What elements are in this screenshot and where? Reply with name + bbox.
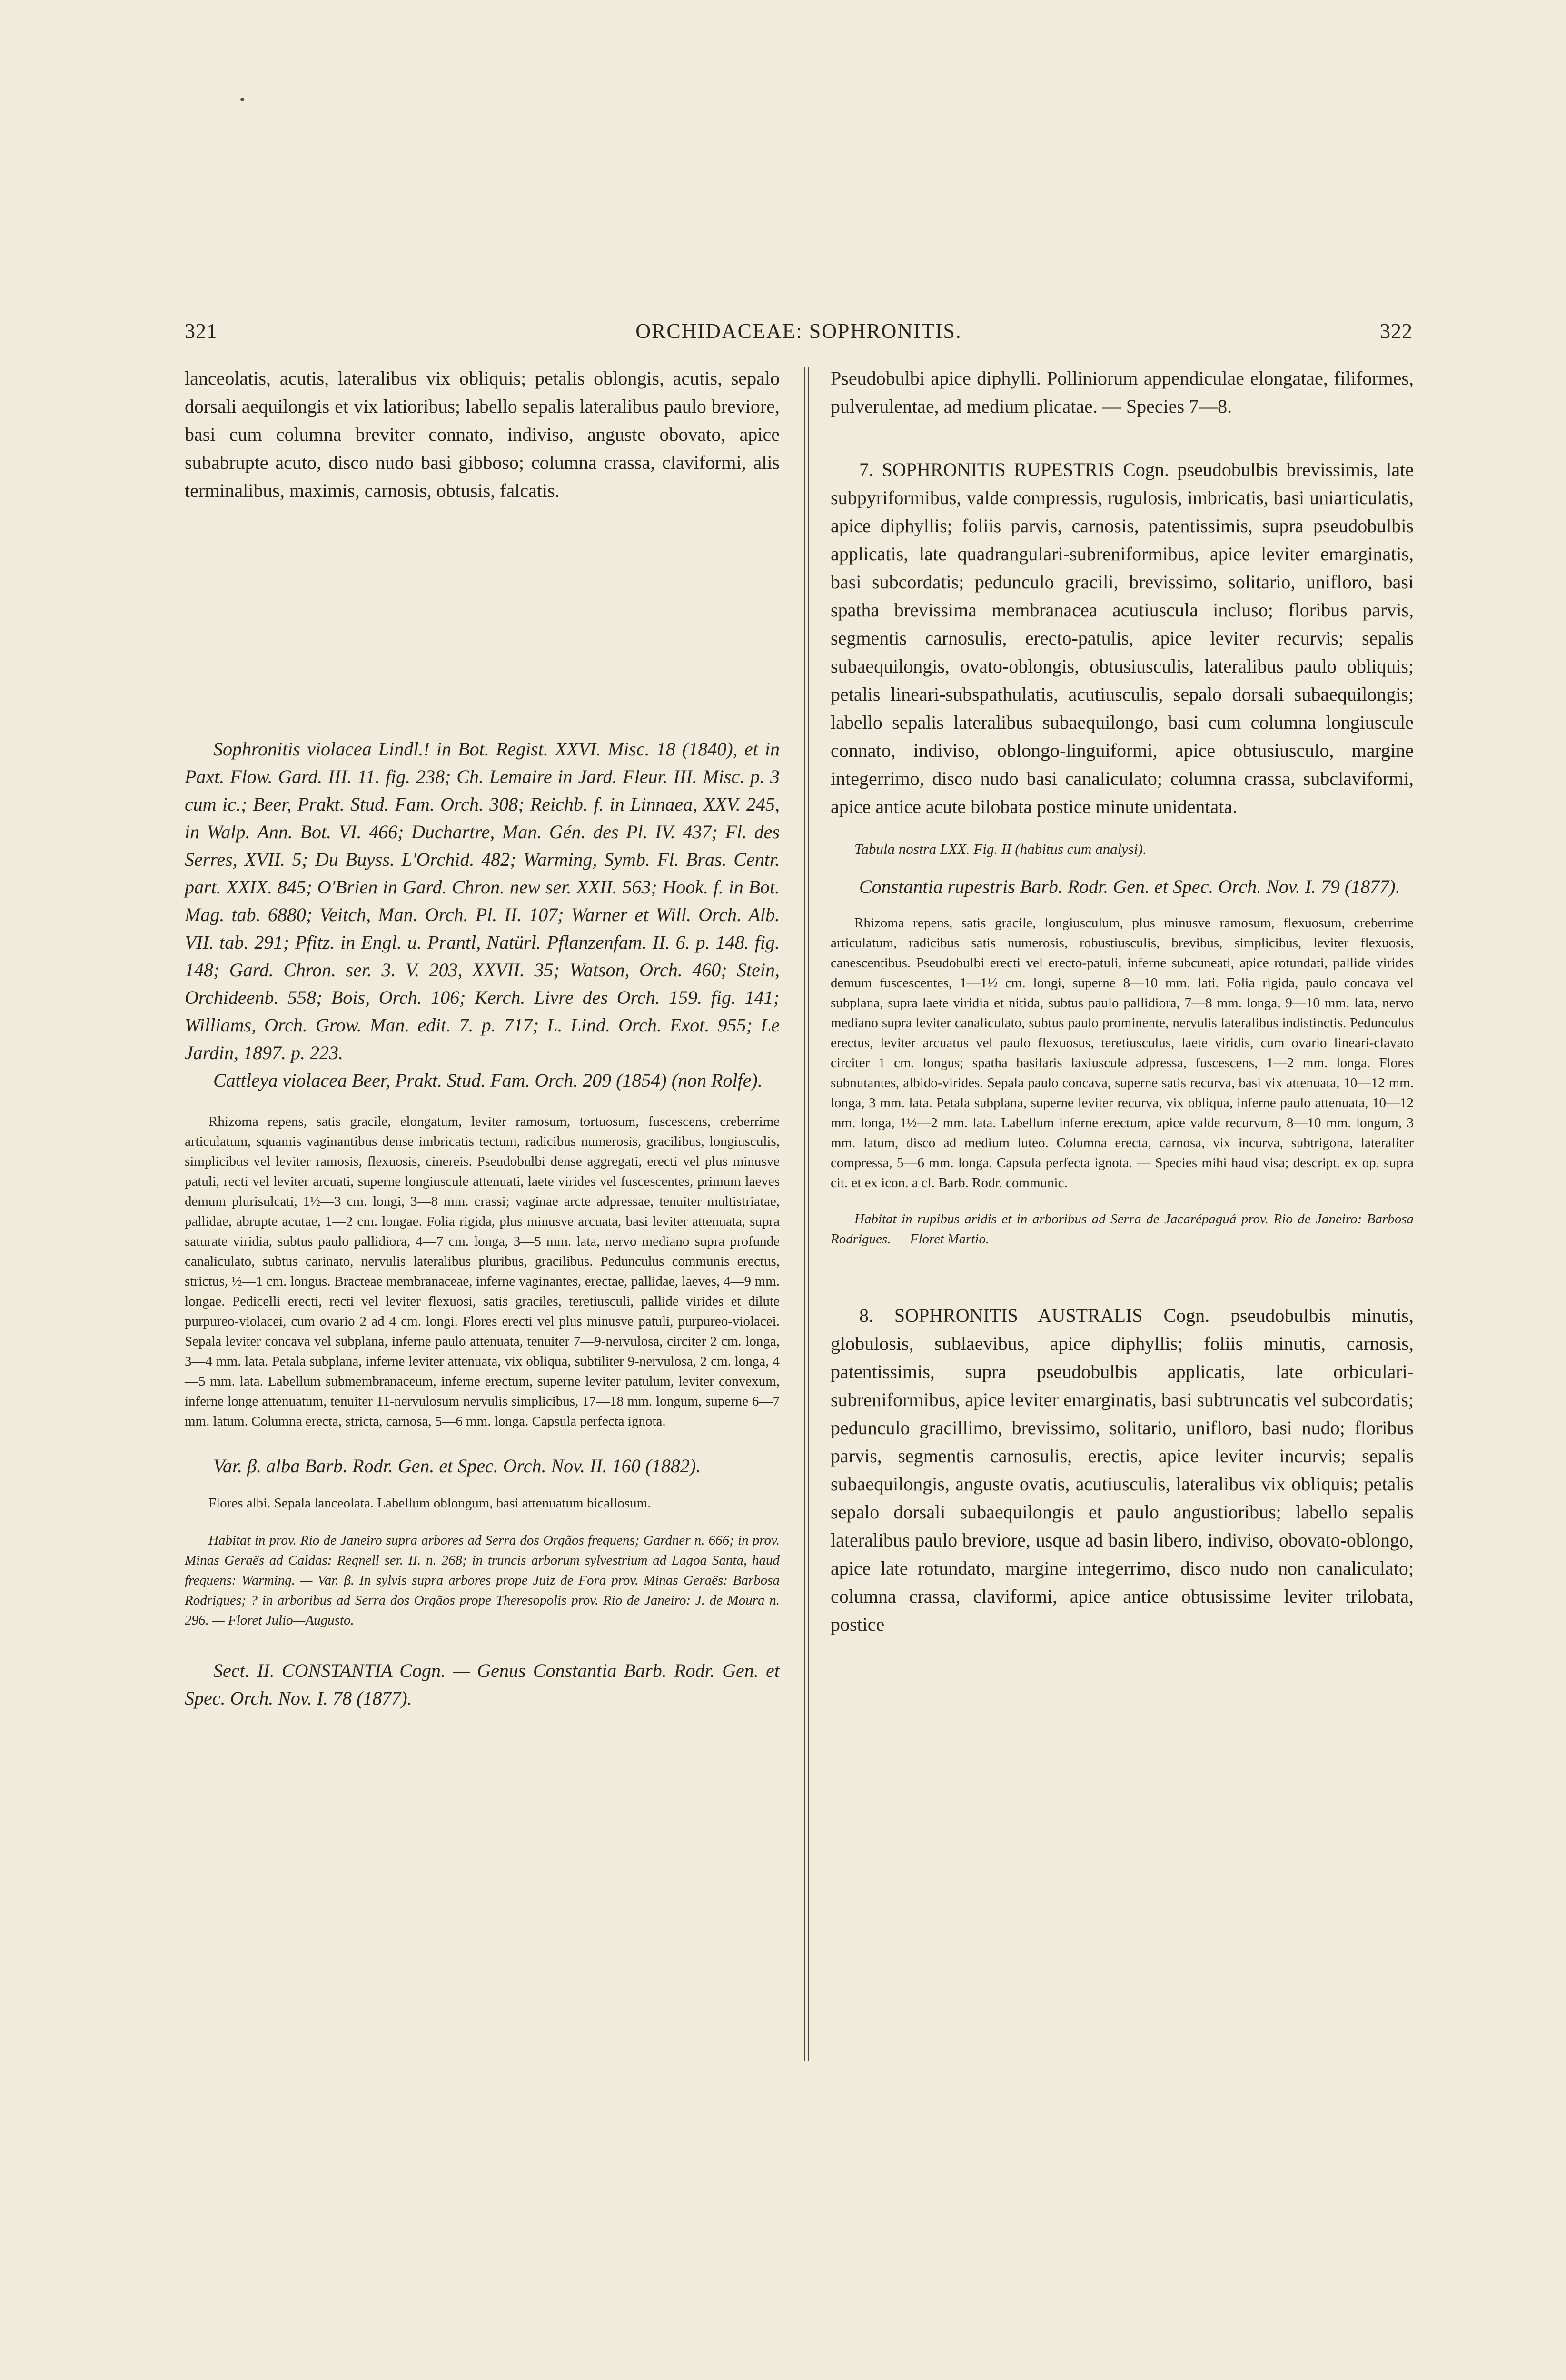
section-character-end: Pseudobulbi apice diphylli. Polliniorum appendiculae elongatae, filiformes, pulverulentae, ad medium plicatae. — Species 7—8. xyxy=(831,367,1414,417)
column-divider xyxy=(804,367,809,2061)
left-column xyxy=(185,364,780,1712)
species-8-australis: 8. SOPHRONITIS AUSTRALIS Cogn. pseudobulbis minutis, globulosis, sublaevibus, apice diphyllis; foliis minutis, carnosis, patentissimis, supra pseudobulbis applicatis, late orbiculari-subreniformibus, apice leviter emarginatis, basi subtruncatis vel subcordatis; pedunculo gracillimo, brevissimo, solitario, unifloro, basi nudo; floribus parvis, segmentis carnosulis, erectis, apice leviter incurvis; sepalis subaequilongis, anguste ovatis, acutiusculis, lateralibus vix obliquis; petalis sepalo dorsali subaequilongis et paulo angustioribus; labello sepalis lateralibus paulo breviore, usque ad basin libero, indiviso, obovato-oblongo, apice late rotundato, margine integerrimo, disco nudo non canaliculato; columna crassa, claviformi, apice antice obtusissime leviter trilobata, postice xyxy=(831,1305,1414,1635)
description-continued: lanceolatis, acutis, lateralibus vix obliquis; petalis oblongis, acutis, sepalo dorsali aequilongis et vix latioribus; labello sepalis lateralibus paulo breviore, basi cum columna breviter connato, indiviso, anguste obovato, apice subabrupte acuto, disco nudo basi gibboso; columna crassa, claviformi, alis terminalibus, maximis, carnosis, obtusis, falcatis. xyxy=(185,367,780,501)
habitat-rupestris: Habitat in rupibus aridis et in arboribus ad Serra de Jacarépaguá prov. Rio de Janeiro: Barbosa Rodrigues. — Floret Martio. xyxy=(831,1211,1414,1247)
detailed-description-rupestris: Rhizoma repens, satis gracile, longiusculum, plus minusve ramosum, flexuosum, creberrime articulatum, radicibus satis numerosis, robustiusculis, brevibus, simplicibus, leviter flexuosis, canescentibus. Pseudobulbi erecti vel erecto-patuli, inferne subcuneati, apice rotundati, pallide virides demum fuscescentes, 1—1½ cm. longi, superne 8—10 mm. lati. Folia rigida, paulo concava vel subplana, supra laete viridia et nitida, subtus paulo pallidiora, 7—8 mm. longa, 9—10 mm. lata, nervo mediano supra leviter canaliculato, subtus paulo prominente, nervulis lateralibus indistinctis. Pedunculus erectus, leviter arcuatus vel paulo flexuosus, teretiusculus, laete viridis, cum ovario lineari-clavato circiter 1 cm. longus; spatha basilaris laxiuscule adpressa, fuscescens, 1—2 mm. longa. Flores subnutantes, albido-virides. Sepala paulo concava, superne satis recurva, basi vix attenuata, 10—12 mm. longa, 3 mm. lata. Petala subplana, superne leviter recurva, vix obliqua, inferne paulo attenuata, 10—12 mm. longa, 1½—2 mm. lata. Labellum inferne erectum, apice valde recurvum, 8—10 mm. longum, 3 mm. latum, disco ad medium luteo. Columna erecta, carnosa, vix incurva, subtrigona, lateraliter compressa, 5—6 mm. longa. Capsula perfecta ignota. — Species mihi haud visa; descript. ex op. supra cit. et ex icon. a cl. Barb. Rodr. communic. xyxy=(831,915,1414,1190)
running-title: ORCHIDACEAE: SOPHRONITIS. xyxy=(635,319,962,343)
page-number-right: 322 xyxy=(1380,319,1413,343)
page-header xyxy=(185,319,1413,347)
synonymy-cattleya-violacea: Cattleya violacea Beer, Prakt. Stud. Fam. Orch. 209 (1854) (non Rolfe). xyxy=(213,1070,763,1091)
right-column xyxy=(831,364,1414,1638)
variety-alba-heading: Var. β. alba Barb. Rodr. Gen. et Spec. Orch. Nov. II. 160 (1882). xyxy=(213,1455,701,1477)
variety-alba-description: Flores albi. Sepala lanceolata. Labellum oblongum, basi attenuatum bicallosum. xyxy=(208,1496,651,1511)
synonymy-sophronitis-violacea: Sophronitis violacea Lindl.! in Bot. Regist. XXVI. Misc. 18 (1840), et in Paxt. Flow. Gard. III. 11. fig. 238; Ch. Lemaire in Jard. Fleur. III. Misc. p. 3 cum ic.; Beer, Prakt. Stud. Fam. Orch. 308; Reichb. f. in Linnaea, XXV. 245, in Walp. Ann. Bot. VI. 466; Duchartre, Man. Gén. des Pl. IV. 437; Fl. des Serres, XVII. 5; Du Buyss. L'Orchid. 482; Warming, Symb. Fl. Bras. Centr. part. XXIX. 845; O'Brien in Gard. Chron. new ser. XXII. 563; Hook. f. in Bot. Mag. tab. 6880; Veitch, Man. Orch. Pl. II. 107; Warner et Will. Orch. Alb. VII. tab. 291; Pfitz. in Engl. u. Prantl, Natürl. Pflanzenfam. II. 6. p. 148. fig. 148; Gard. Chron. ser. 3. V. 203, XXVII. 35; Watson, Orch. 460; Stein, Orchideenb. 558; Bois, Orch. 106; Kerch. Livre des Orch. 159. fig. 141; Williams, Orch. Grow. Man. edit. 7. p. 717; L. Lind. Orch. Exot. 955; Le Jardin, 1897. p. 223. xyxy=(185,738,780,1063)
section-constantia-heading: Sect. II. CONSTANTIA Cogn. — Genus Constantia Barb. Rodr. Gen. et Spec. Orch. Nov. I. 78 (1877). xyxy=(185,1660,780,1709)
plate-reference: Tabula nostra LXX. Fig. II (habitus cum analysi). xyxy=(854,841,1147,857)
page-number-left: 321 xyxy=(185,319,218,343)
habitat-violacea: Habitat in prov. Rio de Janeiro supra arbores ad Serra dos Orgãos frequens; Gardner n. 666; in prov. Minas Geraës ad Caldas: Regnell ser. II. n. 268; in truncis arborum sylvestrium ad Lagoa Santa, haud frequens: Warming. — Var. β. In sylvis supra arbores prope Juiz de Fora prov. Minas Geraës: Barbosa Rodrigues; ? in arboribus ad Serra dos Orgãos prope Theresopolis prov. Rio de Janeiro: J. de Moura n. 296. — Floret Julio—Augusto. xyxy=(185,1533,780,1628)
detailed-description: Rhizoma repens, satis gracile, elongatum, leviter ramosum, tortuosum, fuscescens, creberrime articulatum, squamis vaginantibus dense imbricatis tectum, radicibus numerosis, gracilibus, longiusculis, simplicibus vel leviter ramosis, flexuosis, cinereis. Pseudobulbi dense aggregati, erecti vel plus minusve patuli, recti vel leviter arcuati, superne longiuscule attenuati, laete virides vel fuscescentes, primum laeves demum plurisulcati, 1½—3 cm. longi, 3—8 mm. crassi; vaginae arcte adpressae, tenuiter multistriatae, pallidae, abrupte acutae, 1—2 cm. longae. Folia rigida, plus minusve arcuata, basi leviter attenuata, supra saturate viridia, subtus paulo pallidiora, 4—7 cm. longa, 3—5 mm. lata, nervo mediano supra profunde canaliculato, subtus carinato, nervulis lateralibus pluribus, gracilibus. Pedunculus communis erectus, strictus, ½—1 cm. longus. Bracteae membranaceae, inferne vaginantes, erectae, pallidae, laeves, 4—9 mm. longae. Pedicelli erecti, recti vel leviter flexuosi, satis graciles, teretiusculi, pallide virides et dilute purpureo-violacei, cum ovario 2 ad 4 cm. longi. Flores erecti vel plus minusve patuli, purpureo-violacei. Sepala leviter concava vel subplana, inferne paulo attenuata, tenuiter 7—9-nervulosa, circiter 2 cm. longa, 3—4 mm. lata. Petala subplana, inferne leviter attenuata, vix obliqua, subtiliter 9-nervulosa, 2 cm. longa, 4—5 mm. lata. Labellum submembranaceum, inferne erectum, superne leviter patulum, leviter convexum, inferne longe attenuatum, tenuiter 11-nervulosum nervulis simplicibus, 17—18 mm. longum, superne 6—7 mm. latum. Columna erecta, stricta, carnosa, 5—6 mm. longa. Capsula perfecta ignota. xyxy=(185,1114,780,1429)
species-7-rupestris: 7. SOPHRONITIS RUPESTRIS Cogn. pseudobulbis brevissimis, late subpyriformibus, valde compressis, rugulosis, imbricatis, basi uniarticulatis, apice diphyllis; foliis parvis, carnosis, patentissimis, supra pseudobulbis applicatis, late quadrangulari-subreniformibus, apice leviter emarginatis, basi subcordatis; pedunculo gracili, brevissimo, solitario, unifloro, basi spatha brevissima membranacea acutiuscula incluso; floribus parvis, segmentis carnosulis, erecto-patulis, apice leviter recurvis; sepalis subaequilongis, ovato-oblongis, obtusiusculis, lateralibus paulo obliquis; petalis lineari-subspathulatis, acutiusculis, sepalo dorsali subaequilongis; labello sepalis lateralibus subaequilongo, basi cum columna longiuscule connato, indiviso, oblongo-linguiformi, apice obtusiusculo, margine integerrimo, disco nudo basi canaliculato; columna crassa, subclaviformi, apice antice acute bilobata postice minute unidentata. xyxy=(831,459,1414,817)
ink-dot xyxy=(240,98,244,101)
synonymy-constantia-rupestris: Constantia rupestris Barb. Rodr. Gen. et Spec. Orch. Nov. I. 79 (1877). xyxy=(859,876,1400,897)
